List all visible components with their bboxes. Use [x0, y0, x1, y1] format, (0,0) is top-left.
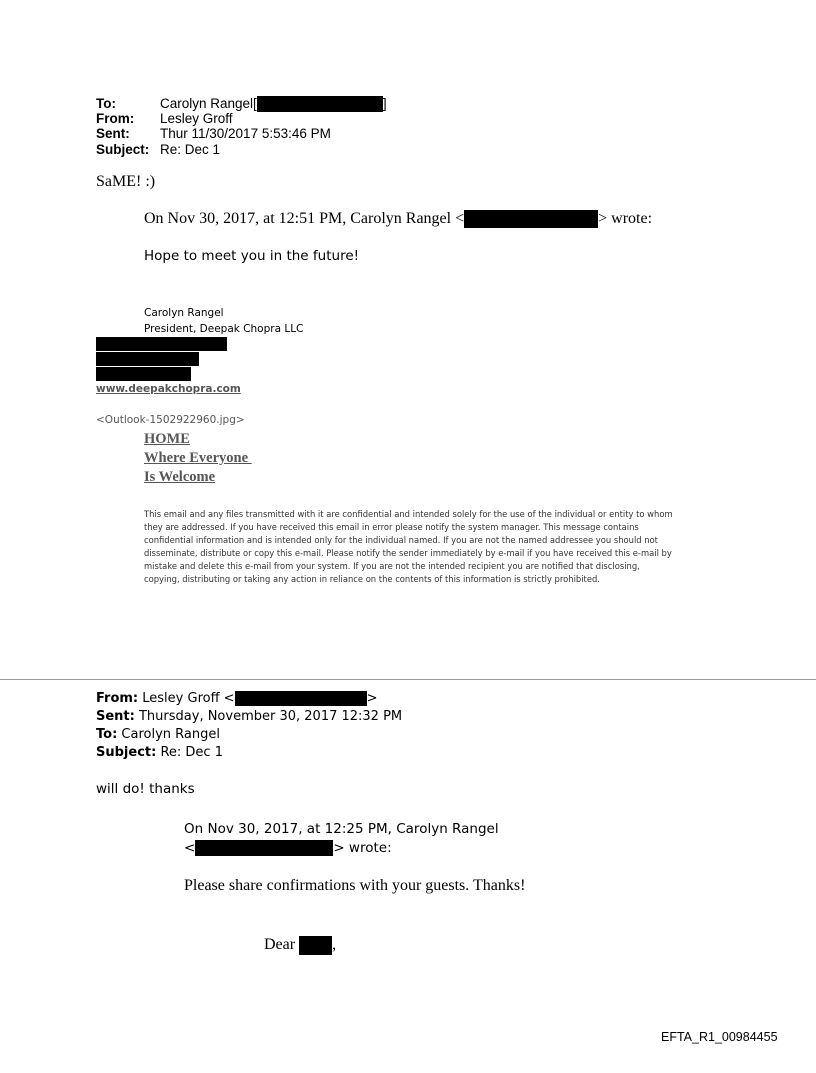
- greeting: [264, 936, 336, 955]
- from-value: Lesley Groff <: [138, 691, 235, 706]
- subject-value: Re: Dec 1: [156, 745, 223, 760]
- subject-row: [96, 744, 223, 762]
- sent-value: Thur 11/30/2017 5:53:46 PM: [160, 126, 331, 141]
- to-close: ]: [382, 96, 387, 111]
- redaction-block: [257, 96, 383, 112]
- divider: [0, 679, 816, 680]
- reply-text: SaME! :): [96, 173, 156, 190]
- sent-row: [96, 708, 402, 726]
- sent-value: Thursday, November 30, 2017 12:32 PM: [134, 709, 403, 724]
- to-value: Carolyn Rangel: [117, 727, 220, 742]
- reply-text: will do! thanks: [96, 781, 195, 797]
- sent-label: Sent:: [96, 709, 135, 724]
- signature-name: Carolyn Rangel: [144, 307, 224, 319]
- from-value: Lesley Groff: [160, 111, 233, 126]
- redaction-block: [96, 352, 199, 366]
- quote-body: Please share confirmations with your guests. Thanks!: [184, 877, 526, 894]
- subject-label: Subject:: [96, 142, 150, 157]
- document-id: EFTA_R1_00984455: [661, 1030, 778, 1044]
- redaction-block: [464, 210, 598, 228]
- signature-title: President, Deepak Chopra LLC: [144, 323, 304, 335]
- home-link[interactable]: HOME: [144, 431, 190, 447]
- subject-label: Subject:: [96, 745, 157, 760]
- quote-intro-end: > wrote:: [333, 840, 392, 856]
- website-link[interactable]: www.deepakchopra.com: [96, 383, 241, 395]
- quote-intro-line1: On Nov 30, 2017, at 12:25 PM, Carolyn Rangel: [184, 821, 499, 837]
- signature: [144, 305, 303, 337]
- from-label: From:: [96, 691, 139, 706]
- from-close: >: [366, 691, 378, 706]
- to-label: To:: [96, 727, 118, 742]
- redaction-block: [299, 936, 332, 955]
- to-value: [160, 96, 387, 112]
- quote-intro-end: > wrote:: [598, 210, 653, 227]
- disclaimer: This email and any files transmitted with it are confidential and intended solely for the use of the individual or entity to whom they are addressed. If you have received this email in error please notify the system manager. This message contains confidential information and is intended only for the individual named. If you are not the named addressee you should not disseminate, distribute or copy this e-mail. Please notify the sender immediately by e-mail if you have received this e-mail by mistake and delete this e-mail from your system. If you are not the intended recipient you are notified that disclosing, copying, distributing or taking any action in reliance on the contents of this information is strictly prohibited.: [144, 509, 673, 584]
- greeting-dear: Dear: [264, 936, 296, 954]
- redaction-block: [96, 367, 191, 381]
- redaction-block: [195, 840, 333, 856]
- subject-value: Re: Dec 1: [160, 142, 221, 157]
- is-welcome-link[interactable]: Is Welcome: [144, 469, 216, 485]
- quote-intro-line2: [184, 839, 499, 858]
- from-row: [96, 690, 377, 708]
- quote-intro: [144, 210, 652, 228]
- quote-body: Hope to meet you in the future!: [144, 248, 360, 264]
- sent-label: Sent:: [96, 126, 130, 141]
- redaction-block: [96, 337, 227, 351]
- where-everyone-link[interactable]: Where Everyone: [144, 450, 252, 466]
- greeting-comma: ,: [332, 936, 337, 954]
- footer-links: [144, 430, 252, 487]
- image-placeholder: <Outlook-1502922960.jpg>: [96, 414, 245, 426]
- quote-intro: [184, 820, 499, 858]
- quote-intro-start: On Nov 30, 2017, at 12:51 PM, Carolyn Rangel <: [144, 210, 465, 227]
- to-row: [96, 726, 220, 744]
- to-name: Carolyn Rangel[: [160, 96, 257, 111]
- quote-intro-lt: <: [184, 840, 196, 856]
- redaction-block: [235, 691, 367, 706]
- to-label: To:: [96, 96, 116, 111]
- from-label: From:: [96, 111, 135, 126]
